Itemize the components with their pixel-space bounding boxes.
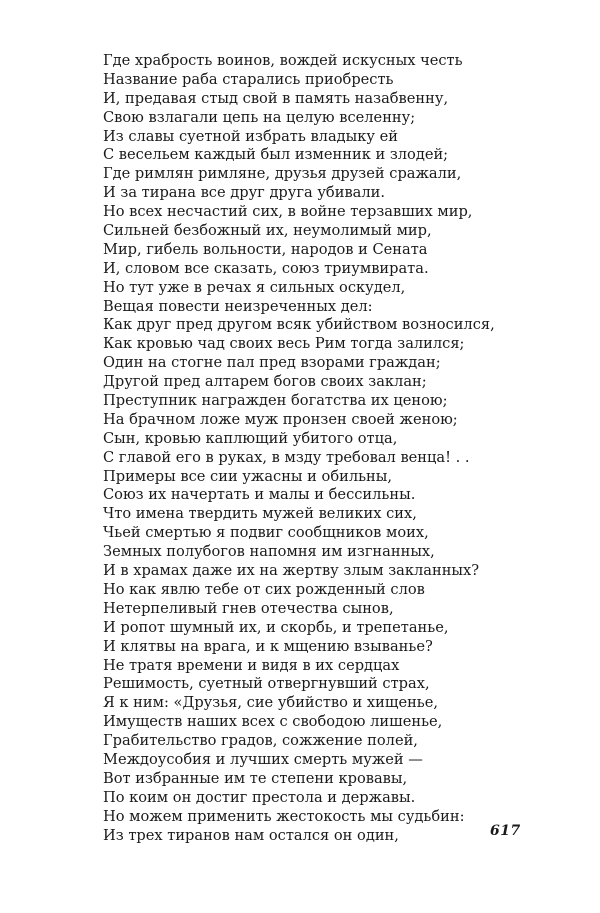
poem-line: Один на стогне пал пред взорами граждан;	[103, 354, 441, 372]
poem-line: Земных полубогов напомня им изгнанных,	[103, 543, 435, 561]
poem-line: Где храбрость воинов, вождей искусных честь	[103, 52, 463, 69]
poem-line: Решимость, суетный отвергнувший страх,	[103, 675, 430, 693]
poem-text	[103, 52, 523, 845]
poem-line: Я к ним: «Друзья, сие убийство и хищенье,	[103, 694, 439, 712]
poem-line: И за тирана все друг друга убивали.	[103, 184, 385, 202]
poem-line: Союз их начертать и малы и бессильны.	[103, 486, 416, 504]
poem-line: Вот избранные им те степени кровавы,	[103, 769, 408, 787]
poem-line: По коим он достиг престола и державы.	[103, 788, 416, 806]
poem-line: На брачном ложе муж пронзен своей женою;	[103, 410, 458, 428]
poem-line: Как друг пред другом всяк убийством возносился,	[103, 316, 495, 334]
poem-line: Мир, гибель вольности, народов и Сената	[103, 240, 428, 258]
poem-line: Как кровью чад своих весь Рим тогда залился;	[103, 335, 465, 353]
poem-line: Где римлян римляне, друзья друзей сражали,	[103, 165, 462, 183]
poem-line: Чьей смертью я подвиг сообщников моих,	[103, 524, 429, 542]
poem-line: Из трех тиранов нам остался он один,	[103, 826, 399, 844]
poem-line: С весельем каждый был изменник и злодей;	[103, 146, 449, 164]
poem-line: Свою взлагали цепь на целую вселенну;	[103, 108, 416, 126]
poem-line: Нетерпеливый гнев отечества сынов,	[103, 599, 394, 617]
poem-line: Сильней безбожный их, неумолимый мир,	[103, 222, 432, 240]
poem-line: И, предавая стыд свой в память назабвенну,	[103, 89, 449, 107]
poem-line: Сын, кровью каплющий убитого отца,	[103, 429, 398, 447]
poem-line: Но всех несчастий сих, в войне терзавших мир,	[103, 203, 473, 221]
poem-line: Но можем применить жестокость мы судьбин:	[103, 807, 465, 825]
poem-line: Вещая повести неизреченных дел:	[103, 297, 373, 315]
poem-line: Что имена твердить мужей великих сих,	[103, 505, 417, 523]
poem-line: С главой его в руках, в мзду требовал венца! . .	[103, 448, 470, 466]
poem-line: Но тут уже в речах я сильных оскудел,	[103, 278, 406, 296]
poem-line: Но как явлю тебе от сих рожденный слов	[103, 580, 425, 598]
poem-line: И, словом все сказать, союз триумвирата.	[103, 259, 429, 277]
poem-line: Примеры все сии ужасны и обильны,	[103, 467, 393, 485]
poem-line: И в храмах даже их на жертву злым закланных?	[103, 562, 480, 580]
poem-line: Преступник награжден богатства их ценою;	[103, 392, 448, 410]
poem-line: И ропот шумный их, и скорбь, и трепетанье,	[103, 618, 449, 636]
poem-line: И клятвы на врага, и к мщению взыванье?	[103, 637, 433, 655]
poem-line: Из славы суетной избрать владыку ей	[103, 127, 398, 145]
poem-line: Грабительство градов, сожжение полей,	[103, 732, 418, 750]
poem-line: Междоусобия и лучших смерть мужей —	[103, 750, 423, 768]
poem-line: Не тратя времени и видя в их сердцах	[103, 656, 400, 674]
page-number: 617	[490, 823, 521, 839]
poem-line: Другой пред алтарем богов своих заклан;	[103, 373, 427, 391]
poem-line: Название раба старались приобресть	[103, 70, 394, 88]
poem-line: Имуществ наших всех с свободою лишенье,	[103, 713, 443, 731]
